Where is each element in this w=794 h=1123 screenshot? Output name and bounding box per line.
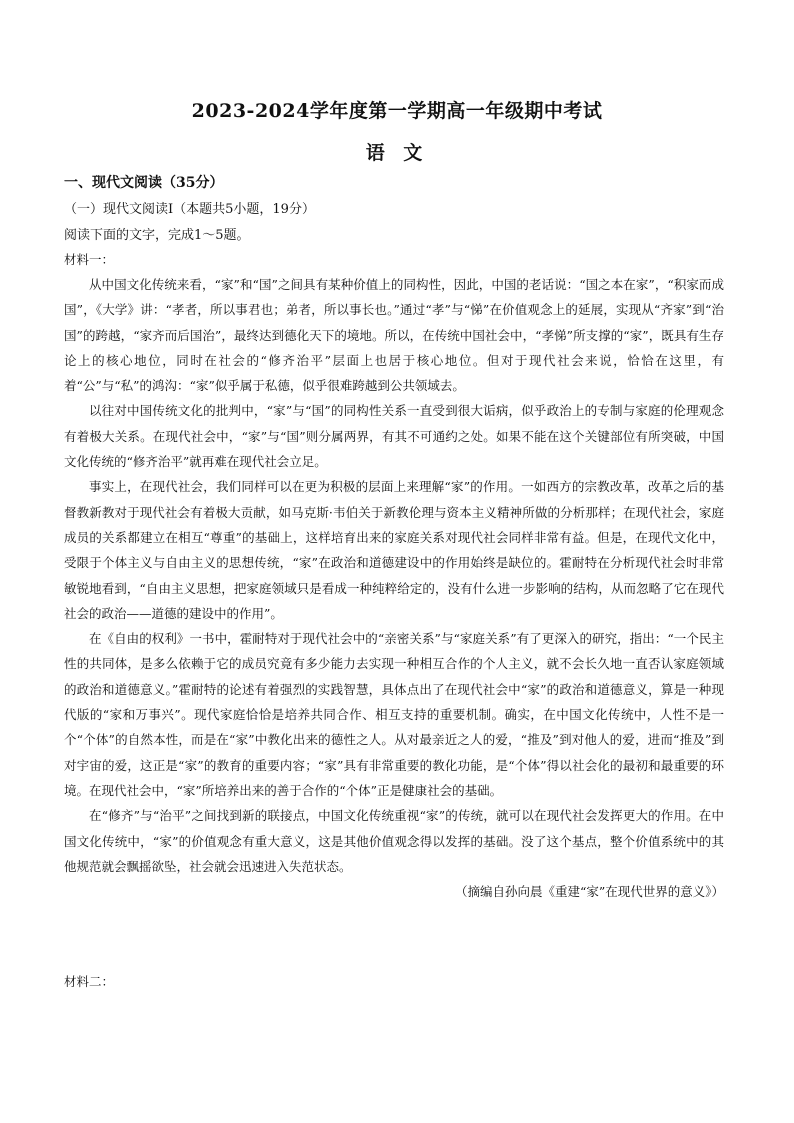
sub-section-heading: （一）现代文阅读Ⅰ（本题共5小题，19分） <box>64 202 315 217</box>
paragraph: 事实上，在现代社会，我们同样可以在更为积极的层面上来理解“家”的作用。一如西方的宗教改革，改革之后的基督教新教对于现代社会有着极大贡献，如马克斯·韦伯关于新教伦理与资本主义精神所做的分析那样；在现代社会，家庭成员的关系都建立在相互“尊重”的基础上，这样培育出来的家庭关系对现代社会同样非常有益。但是，在现代文化中，受限于个体主义与自由主义的思想传统，“家”在政治和道德建设中的作用始终是缺位的。霍耐特在分析现代社会时非常敏锐地看到，“自由主义思想，把家庭领域只是看成一种纯粹给定的，没有什么进一步影响的结构，从而忽略了它在现代社会的政治——道德的建设中的作用”。 <box>64 479 724 621</box>
paragraph: 从中国文化传统来看，“家”和“国”之间具有某种价值上的同构性，因此，中国的老话说：“国之本在家”，“积家而成国”，《大学》讲：“孝者，所以事君也；弟者，所以事长也。”通过“孝”与“悌”在价值观念上的延展，实现从“齐家”到“治国”的跨越，“家齐而后国治”，最终达到德化天下的境地。所以，在传统中国社会中，“孝悌”所支撑的“家”，既具有生存论上的核心地位，同时在社会的“修齐治平”层面上也居于核心地位。但对于现代社会来说，恰恰在这里，有着“公”与“私”的鸿沟：“家”似乎属于私德，似乎很难跨越到公共领域去。 <box>64 277 724 394</box>
material-one-label: 材料一： <box>64 252 115 267</box>
paragraph: 以往对中国传统文化的批判中，“家”与“国”的同构性关系一直受到很大诟病，似乎政治上的专制与家庭的伦理观念有着极大关系。在现代社会中，“家”与“国”则分属两界，有其不可通约之处。如果不能在这个关键部位有所突破，中国文化传统的“修齐治平”就再难在现代社会立足。 <box>64 403 724 470</box>
paragraph: 在《自由的权利》一书中，霍耐特对于现代社会中的“亲密关系”与“家庭关系”有了更深入的研究，指出：“一个民主性的共同体，是多么依赖于它的成员究竟有多少能力去实现一种相互合作的个人主义，就不会长久地一直否认家庭领域的政治和道德意义。”霍耐特的论述有着强烈的实践智慧，具体点出了在现代社会中“家”的政治和道德意义，算是一种现代版的“家和万事兴”。现代家庭恰恰是培养共同合作、相互支持的重要机制。确实，在中国文化传统中，人性不是一个“个体”的自然本性，而是在“家”中教化出来的德性之人。从对最亲近之人的爱，“推及”到对他人的爱，进而“推及”到对宇宙的爱，这正是“家”的教育的重要内容；“家”具有非常重要的教化功能，是“个体”得以社会化的最初和最重要的环境。在现代社会中，“家”所培养出来的善于合作的“个体”正是健康社会的基础。 <box>64 631 724 798</box>
exam-title: 2023-2024学年度第一学期高一年级期中考试 <box>191 100 603 122</box>
material-one-body <box>64 272 724 904</box>
section-heading: 一、现代文阅读（35分） <box>64 175 224 191</box>
source-citation: （摘编自孙向晨《重建“家”在现代世界的意义》） <box>454 884 724 900</box>
subject-title: 语 文 <box>365 142 429 164</box>
paragraph: 在“修齐”与“治平”之间找到新的联接点，中国文化传统重视“家”的传统，就可以在现代社会发挥更大的作用。在中国文化传统中，“家”的价值观念有重大意义，这是其他价值观念得以发挥的基础。没了这个基点，整个价值系统中的其他规范就会飘摇欲坠，社会就会迅速进入失范状态。 <box>64 808 724 874</box>
reading-instruction: 阅读下面的文字，完成1～5题。 <box>64 228 250 243</box>
material-two-label: 材料二： <box>64 974 115 989</box>
